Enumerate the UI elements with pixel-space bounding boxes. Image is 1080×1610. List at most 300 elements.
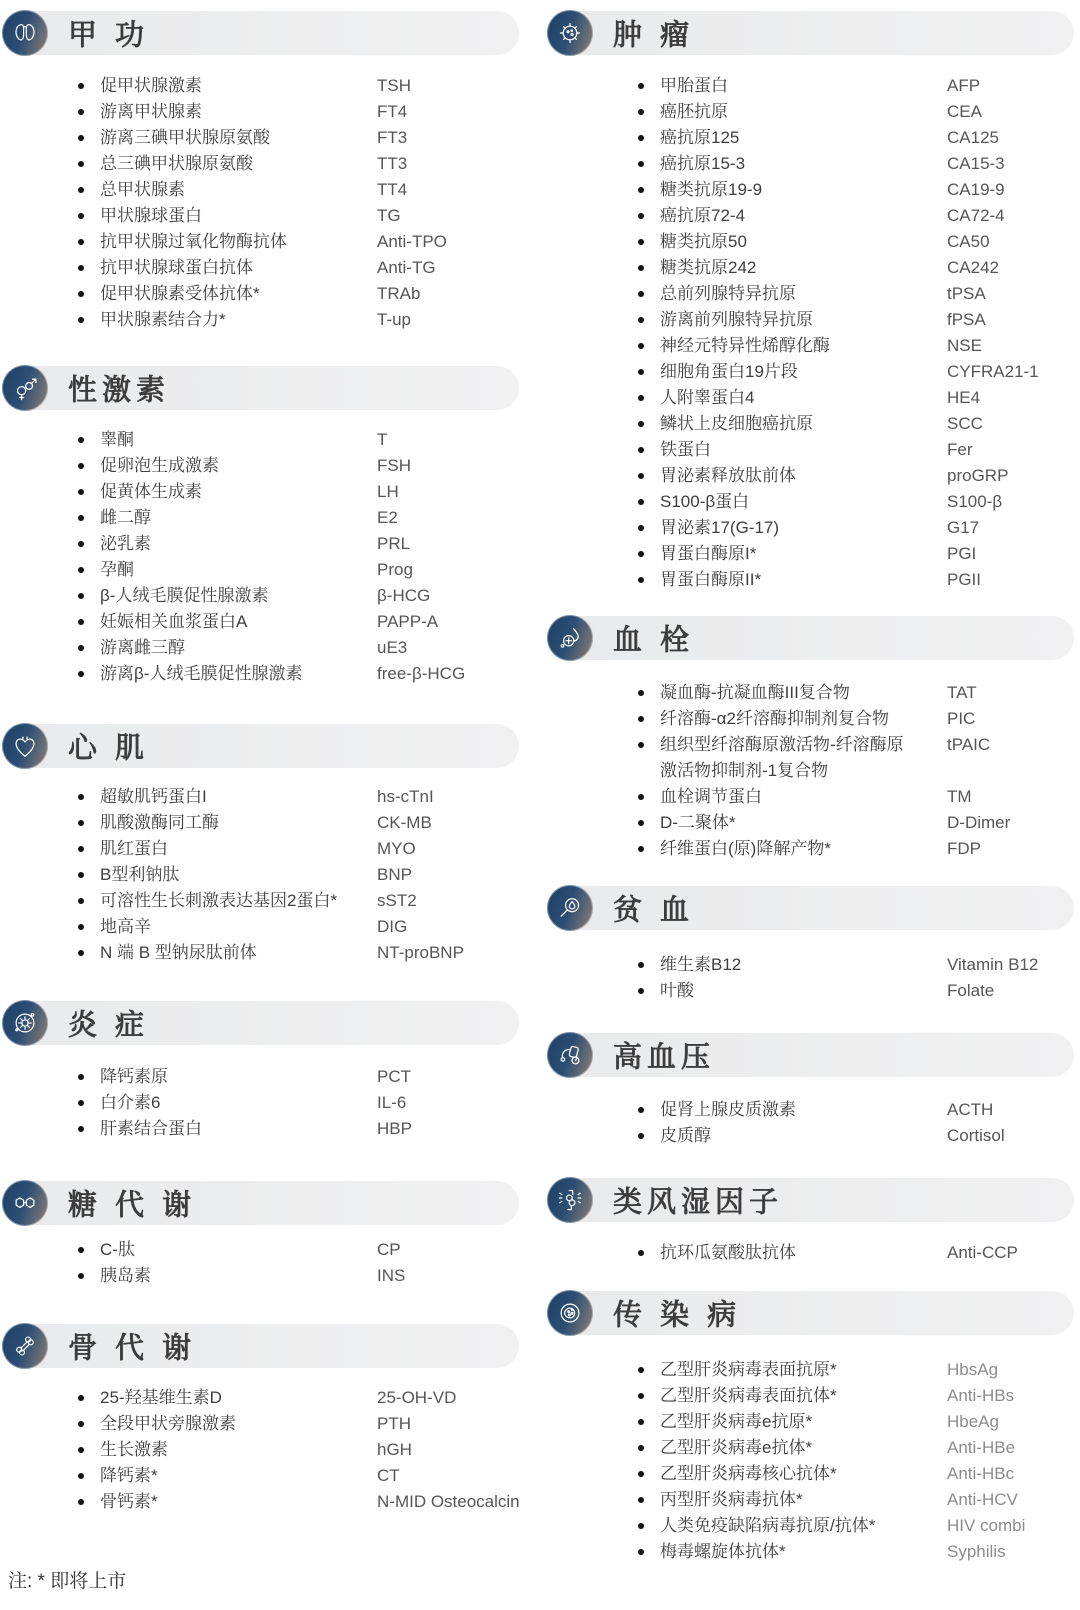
item-abbr: HIV combi <box>947 1516 1026 1535</box>
list-item <box>545 411 1080 437</box>
bullet-icon <box>78 846 84 852</box>
item-abbr: ACTH <box>947 1100 994 1119</box>
item-name: 胃蛋白酶原II* <box>660 570 762 589</box>
list-item <box>0 557 525 583</box>
item-abbr: TT4 <box>377 180 408 199</box>
item-name: 鳞状上皮细胞癌抗原 <box>660 414 813 433</box>
item-name: N 端 B 型钠尿肽前体 <box>100 943 257 962</box>
bullet-icon <box>638 1523 644 1529</box>
item-abbr: PCT <box>377 1067 411 1086</box>
item-name: 可溶性生长刺激表达基因2蛋白* <box>100 891 338 910</box>
list-item <box>0 151 525 177</box>
item-abbr: DIG <box>377 917 408 936</box>
bullet-icon <box>638 187 644 193</box>
section-title: 炎 症 <box>68 1009 150 1042</box>
section-anemia <box>545 885 1080 1004</box>
item-name: 癌抗原72-4 <box>660 206 746 225</box>
section-cardiac <box>0 723 525 966</box>
list-item <box>0 940 525 966</box>
bullet-icon <box>78 187 84 193</box>
bullet-icon <box>78 1247 84 1253</box>
list-item <box>0 661 525 687</box>
bullet-icon <box>638 988 644 994</box>
bullet-icon <box>78 950 84 956</box>
item-name: 降钙素原 <box>100 1067 168 1086</box>
item-name: 纤溶酶-α2纤溶酶抑制剂复合物 <box>660 709 889 728</box>
bullet-icon <box>638 265 644 271</box>
bullet-icon <box>638 551 644 557</box>
list-item <box>545 203 1080 229</box>
bullet-icon <box>638 1445 644 1451</box>
bullet-icon <box>78 1395 84 1401</box>
bullet-icon <box>638 1107 644 1113</box>
gender-icon <box>2 365 48 411</box>
bullet-icon <box>78 872 84 878</box>
section-title: 心 肌 <box>68 732 150 765</box>
inflammation-icon <box>2 1000 48 1046</box>
bullet-icon <box>78 820 84 826</box>
list-item <box>545 463 1080 489</box>
left-column <box>0 0 525 1515</box>
list-item <box>0 281 525 307</box>
blood-clot-icon <box>547 615 593 661</box>
list-item <box>0 914 525 940</box>
item-name: 细胞角蛋白19片段 <box>660 362 798 381</box>
bullet-icon <box>638 1367 644 1373</box>
list-item <box>0 635 525 661</box>
bullet-icon <box>78 239 84 245</box>
bullet-icon <box>78 619 84 625</box>
section-header-hypertension <box>545 1032 1080 1078</box>
item-abbr: CA72-4 <box>947 206 1005 225</box>
list-item <box>545 784 1080 810</box>
item-name: 促黄体生成素 <box>100 482 202 501</box>
item-abbr: hs-cTnI <box>377 787 434 806</box>
list-item <box>0 1411 525 1437</box>
item-name: 甲胎蛋白 <box>660 76 728 95</box>
section-title: 骨 代 谢 <box>68 1332 197 1365</box>
list-item <box>545 1487 1080 1513</box>
item-abbr: Anti-HBs <box>947 1386 1015 1405</box>
glucose-molecule-icon <box>2 1180 48 1226</box>
section-rheumatoid-factor <box>545 1177 1080 1266</box>
item-abbr: Anti-HBc <box>947 1464 1015 1483</box>
item-name: 总前列腺特异抗原 <box>660 284 796 303</box>
bullet-icon <box>78 645 84 651</box>
item-abbr: β-HCG <box>377 586 431 605</box>
virus-icon <box>547 1290 593 1336</box>
list-item <box>0 1090 525 1116</box>
list-item <box>545 836 1080 862</box>
item-abbr: E2 <box>377 508 398 527</box>
item-list <box>545 680 1080 862</box>
section-thrombosis <box>545 615 1080 862</box>
item-name: 总甲状腺素 <box>100 180 185 199</box>
list-item <box>545 680 1080 706</box>
item-abbr: CA50 <box>947 232 990 251</box>
section-title: 高血压 <box>613 1041 716 1074</box>
item-name: 胃泌素释放肽前体 <box>660 466 796 485</box>
item-list <box>545 1240 1080 1266</box>
item-abbr: Anti-HBe <box>947 1438 1016 1457</box>
item-list <box>0 427 525 687</box>
section-header-infectious-disease <box>545 1290 1080 1336</box>
section-header-bone-metabolism <box>0 1323 525 1369</box>
bullet-icon <box>638 1471 644 1477</box>
item-abbr: free-β-HCG <box>377 664 466 683</box>
section-title: 肿 瘤 <box>613 19 695 52</box>
item-name: 乙型肝炎病毒表面抗体* <box>660 1386 837 1405</box>
item-name: β-人绒毛膜促性腺激素 <box>100 586 269 605</box>
list-item <box>0 427 525 453</box>
list-item <box>0 531 525 557</box>
section-header-inflammation <box>0 1000 525 1046</box>
list-item <box>545 229 1080 255</box>
list-item-continuation <box>545 758 1080 784</box>
item-abbr: TT3 <box>377 154 408 173</box>
item-abbr: Vitamin B12 <box>947 955 1039 974</box>
item-name: 胃蛋白酶原I* <box>660 544 757 563</box>
item-name: 肝素结合蛋白 <box>100 1119 202 1138</box>
list-item <box>545 385 1080 411</box>
item-name: 神经元特异性烯醇化酶 <box>660 336 830 355</box>
list-item <box>0 1385 525 1411</box>
item-abbr: G17 <box>947 518 980 537</box>
item-abbr: PRL <box>377 534 411 553</box>
bullet-icon <box>78 213 84 219</box>
tumor-cell-icon <box>547 10 593 56</box>
bullet-icon <box>78 463 84 469</box>
item-name: 癌抗原125 <box>660 128 740 147</box>
list-item <box>545 541 1080 567</box>
list-item <box>0 1463 525 1489</box>
item-abbr: TG <box>377 206 401 225</box>
item-abbr: Anti-CCP <box>947 1243 1018 1262</box>
item-abbr: TM <box>947 787 972 806</box>
bullet-icon <box>78 317 84 323</box>
bullet-icon <box>78 898 84 904</box>
item-name: 血栓调节蛋白 <box>660 787 762 806</box>
list-item <box>0 609 525 635</box>
item-abbr: HbsAg <box>947 1360 999 1379</box>
item-list <box>545 1097 1080 1149</box>
bullet-icon <box>638 213 644 219</box>
bullet-icon <box>638 499 644 505</box>
list-item <box>545 359 1080 385</box>
list-item <box>545 177 1080 203</box>
item-abbr: Anti-TG <box>377 258 436 277</box>
list-item <box>545 567 1080 593</box>
section-header-rheumatoid-factor <box>545 1177 1080 1223</box>
item-name: 胃泌素17(G-17) <box>660 518 780 537</box>
bullet-icon <box>78 109 84 115</box>
section-header-tumor-markers <box>545 10 1080 56</box>
item-abbr: CT <box>377 1466 400 1485</box>
bullet-icon <box>638 794 644 800</box>
list-item <box>545 489 1080 515</box>
bullet-icon <box>638 369 644 375</box>
item-name: 维生素B12 <box>660 955 742 974</box>
bullet-icon <box>78 291 84 297</box>
item-abbr: PGI <box>947 544 977 563</box>
list-item <box>545 515 1080 541</box>
item-abbr: HbeAg <box>947 1412 999 1431</box>
item-abbr: tPAIC <box>947 735 991 754</box>
item-abbr: FT4 <box>377 102 408 121</box>
item-name-continuation: 激活物抑制剂-1复合物 <box>660 761 829 780</box>
section-header-thyroid-function <box>0 10 525 56</box>
item-abbr: Syphilis <box>947 1542 1006 1561</box>
list-item <box>545 978 1080 1004</box>
item-list <box>0 784 525 966</box>
item-abbr: T <box>377 430 388 449</box>
item-abbr: IL-6 <box>377 1093 407 1112</box>
item-name: 胰岛素 <box>100 1266 151 1285</box>
list-item <box>0 99 525 125</box>
list-item <box>545 706 1080 732</box>
bullet-icon <box>638 525 644 531</box>
item-abbr: sST2 <box>377 891 417 910</box>
bullet-icon <box>638 291 644 297</box>
list-item <box>0 888 525 914</box>
bullet-icon <box>78 489 84 495</box>
list-item <box>0 1116 525 1142</box>
item-name: 白介素6 <box>100 1093 161 1112</box>
item-name: 雌二醇 <box>100 508 151 527</box>
bullet-icon <box>638 161 644 167</box>
item-list <box>0 1064 525 1142</box>
item-name: 骨钙素* <box>100 1492 158 1511</box>
section-title: 甲 功 <box>68 19 150 52</box>
bullet-icon <box>638 1133 644 1139</box>
section-glucose-metabolism <box>0 1180 525 1289</box>
list-item <box>0 125 525 151</box>
section-title: 传 染 病 <box>613 1299 742 1332</box>
list-item <box>0 1237 525 1263</box>
item-name: 丙型肝炎病毒抗体* <box>660 1490 803 1509</box>
item-list <box>0 1237 525 1289</box>
item-abbr: T-up <box>377 310 412 329</box>
list-item <box>0 453 525 479</box>
section-header-thrombosis <box>545 615 1080 661</box>
list-item <box>545 1383 1080 1409</box>
item-name: 梅毒螺旋体抗体* <box>660 1542 786 1561</box>
item-name: 25-羟基维生素D <box>100 1388 222 1407</box>
item-name: 糖类抗原50 <box>660 232 747 251</box>
item-list <box>545 952 1080 1004</box>
item-abbr: HBP <box>377 1119 412 1138</box>
item-list <box>545 1357 1080 1565</box>
item-name: 组织型纤溶酶原激活物-纤溶酶原 <box>660 735 904 754</box>
bullet-icon <box>638 716 644 722</box>
list-item <box>0 583 525 609</box>
item-name: 全段甲状旁腺激素 <box>100 1414 236 1433</box>
item-name: 乙型肝炎病毒e抗体* <box>660 1438 813 1457</box>
item-name: 抗环瓜氨酸肽抗体 <box>660 1243 796 1262</box>
item-name: 游离β-人绒毛膜促性腺激素 <box>100 664 303 683</box>
item-name: 乙型肝炎病毒e抗原* <box>660 1412 813 1431</box>
list-item <box>545 952 1080 978</box>
bullet-icon <box>78 794 84 800</box>
bullet-icon <box>638 962 644 968</box>
bullet-icon <box>78 1473 84 1479</box>
item-name: 肌酸激酶同工酶 <box>100 813 219 832</box>
bullet-icon <box>638 1549 644 1555</box>
bullet-icon <box>638 577 644 583</box>
bullet-icon <box>638 820 644 826</box>
list-item <box>0 1064 525 1090</box>
item-abbr: MYO <box>377 839 416 858</box>
section-title: 类风湿因子 <box>613 1186 784 1219</box>
list-item <box>0 505 525 531</box>
bullet-icon <box>78 567 84 573</box>
bullet-icon <box>638 83 644 89</box>
section-thyroid-function <box>0 10 525 333</box>
item-name: 地高辛 <box>100 917 151 936</box>
section-header-anemia <box>545 885 1080 931</box>
item-abbr: FSH <box>377 456 411 475</box>
section-sex-hormones <box>0 365 525 687</box>
bullet-icon <box>78 437 84 443</box>
item-name: 降钙素* <box>100 1466 158 1485</box>
item-abbr: HE4 <box>947 388 981 407</box>
item-abbr: PTH <box>377 1414 411 1433</box>
item-abbr: 25-OH-VD <box>377 1388 457 1407</box>
list-item <box>545 1097 1080 1123</box>
item-abbr: S100-β <box>947 492 1003 511</box>
item-abbr: Prog <box>377 560 413 579</box>
item-name: 纤维蛋白(原)降解产物* <box>660 839 831 858</box>
item-abbr: N-MID Osteocalcin <box>377 1492 520 1511</box>
item-abbr: TRAb <box>377 284 421 303</box>
item-abbr: hGH <box>377 1440 412 1459</box>
bullet-icon <box>638 473 644 479</box>
list-item <box>0 836 525 862</box>
item-name: 促甲状腺素受体抗体* <box>100 284 260 303</box>
section-title: 血 栓 <box>613 624 695 657</box>
item-abbr: FDP <box>947 839 981 858</box>
section-tumor-markers <box>545 10 1080 593</box>
bullet-icon <box>78 1447 84 1453</box>
bullet-icon <box>78 924 84 930</box>
item-abbr: PGII <box>947 570 982 589</box>
item-name: 游离三碘甲状腺原氨酸 <box>100 128 270 147</box>
list-item <box>0 255 525 281</box>
item-abbr: CA19-9 <box>947 180 1005 199</box>
item-name: 肌红蛋白 <box>100 839 168 858</box>
section-title: 糖 代 谢 <box>68 1189 197 1222</box>
item-name: 促甲状腺激素 <box>100 76 202 95</box>
list-item <box>0 810 525 836</box>
bullet-icon <box>78 265 84 271</box>
list-item <box>0 73 525 99</box>
list-item <box>545 1461 1080 1487</box>
item-name: 铁蛋白 <box>660 440 711 459</box>
item-name: 人类免疫缺陷病毒抗原/抗体* <box>660 1516 876 1535</box>
list-item <box>545 73 1080 99</box>
item-abbr: D-Dimer <box>947 813 1011 832</box>
item-abbr: BNP <box>377 865 412 884</box>
item-name: C-肽 <box>100 1240 135 1259</box>
list-item <box>0 862 525 888</box>
footnote: 注: * 即将上市 <box>8 1571 127 1592</box>
section-header-sex-hormones <box>0 365 525 411</box>
list-item <box>545 333 1080 359</box>
item-name: 人附睾蛋白4 <box>660 388 755 407</box>
item-name: S100-β蛋白 <box>660 492 750 511</box>
bullet-icon <box>638 1393 644 1399</box>
item-abbr: TAT <box>947 683 977 702</box>
item-abbr: INS <box>377 1266 406 1285</box>
item-abbr: Anti-HCV <box>947 1490 1018 1509</box>
list-item <box>0 177 525 203</box>
bullet-icon <box>638 395 644 401</box>
list-item <box>0 1489 525 1515</box>
item-name: 糖类抗原19-9 <box>660 180 763 199</box>
list-item <box>0 203 525 229</box>
item-abbr: NSE <box>947 336 982 355</box>
bullet-icon <box>638 742 644 748</box>
list-item <box>545 1123 1080 1149</box>
bullet-icon <box>78 135 84 141</box>
section-infectious-disease <box>545 1290 1080 1565</box>
item-name: 促肾上腺皮质激素 <box>660 1100 796 1119</box>
item-abbr: tPSA <box>947 284 986 303</box>
item-name: 游离前列腺特异抗原 <box>660 310 813 329</box>
bullet-icon <box>78 1074 84 1080</box>
item-abbr: NT-proBNP <box>377 943 464 962</box>
item-abbr: Folate <box>947 981 995 1000</box>
bullet-icon <box>638 239 644 245</box>
item-name: 癌胚抗原 <box>660 102 728 121</box>
item-abbr: CEA <box>947 102 982 121</box>
section-header-cardiac <box>0 723 525 769</box>
bullet-icon <box>78 1499 84 1505</box>
list-item <box>545 1357 1080 1383</box>
item-name: 睾酮 <box>100 430 134 449</box>
bullet-icon <box>638 690 644 696</box>
list-item <box>0 1263 525 1289</box>
item-name: 生长激素 <box>100 1440 168 1459</box>
item-name: 总三碘甲状腺原氨酸 <box>100 154 253 173</box>
section-hypertension <box>545 1032 1080 1149</box>
item-abbr: PIC <box>947 709 976 728</box>
bullet-icon <box>638 343 644 349</box>
section-header-glucose-metabolism <box>0 1180 525 1226</box>
joint-icon <box>547 1177 593 1223</box>
list-item <box>545 810 1080 836</box>
bullet-icon <box>638 1250 644 1256</box>
section-bone-metabolism <box>0 1323 525 1515</box>
list-item <box>545 281 1080 307</box>
item-abbr: CYFRA21-1 <box>947 362 1039 381</box>
list-item <box>545 1435 1080 1461</box>
bullet-icon <box>78 671 84 677</box>
right-column <box>545 0 1080 1565</box>
list-item <box>0 784 525 810</box>
item-abbr: LH <box>377 482 399 501</box>
list-item <box>0 479 525 505</box>
item-name: 孕酮 <box>100 560 134 579</box>
thyroid-icon <box>2 10 48 56</box>
bullet-icon <box>638 317 644 323</box>
bullet-icon <box>78 161 84 167</box>
item-name: D-二聚体* <box>660 813 736 832</box>
list-item <box>545 1513 1080 1539</box>
item-list <box>545 73 1080 593</box>
item-abbr: Cortisol <box>947 1126 1005 1145</box>
item-name: 抗甲状腺球蛋白抗体 <box>100 258 253 277</box>
